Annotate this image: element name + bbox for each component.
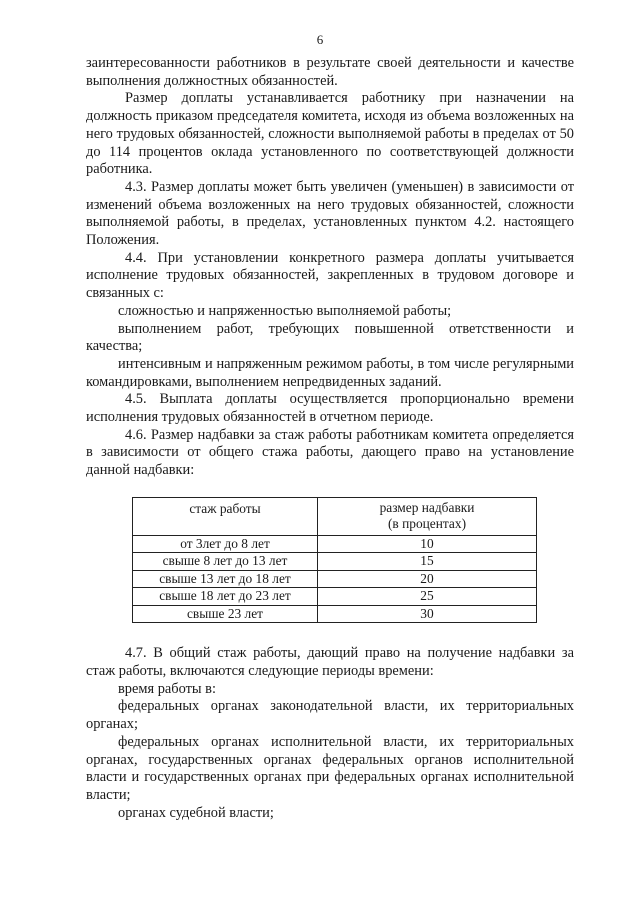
paragraph: выполнением работ, требующих повышенной ответственности и качества; [86,320,574,355]
paragraph: заинтересованности работников в результате своей деятельности и качестве выполнения должностных обязанностей. [86,55,574,89]
cell-stazh: свыше 8 лет до 13 лет [133,553,318,571]
paragraph: 4.6. Размер надбавки за стаж работы работникам комитета определяется в зависимости от общего стажа работы, дающего право на установление данной надбавки: [86,426,574,479]
paragraph: 4.5. Выплата доплаты осуществляется пропорционально времени исполнения трудовых обязанностей в отчетном периоде. [86,391,574,426]
table-row [133,535,537,553]
paragraph: федеральных органах исполнительной власти, их территориальных органах, государственных органах федеральных органов исполнительной власти и государственных органах при федеральных органах исполнительной власти; [86,733,574,803]
paragraph: Размер доплаты устанавливается работнику при назначении на должность приказом председателя комитета, исходя из объема возложенных на него трудовых обязанностей, сложности выполняемой работы в пределах от 50 до 114 процентов оклада установленного по соответствующей должности работника. [86,90,574,178]
cell-percent: 15 [318,553,537,571]
table-row [133,553,537,571]
cell-percent: 20 [318,570,537,588]
header-bonus-size-line1: размер надбавки [379,499,475,515]
header-bonus-size-line2: (в процентах) [387,516,467,532]
table-row [133,605,537,623]
paragraph: федеральных органах законодательной власти, их территориальных органах; [86,698,574,733]
cell-stazh: свыше 13 лет до 18 лет [133,570,318,588]
seniority-table-wrapper [132,497,574,624]
table-row [133,588,537,606]
paragraph: органах судебной власти; [118,804,274,821]
paragraph: время работы в: [118,680,216,697]
page-number: 6 [316,32,324,47]
header-stazh: стаж работы [133,497,318,535]
cell-stazh: свыше 18 лет до 23 лет [133,588,318,606]
cell-stazh: от 3лет до 8 лет [133,535,318,553]
paragraph: 4.4. При установлении конкретного размера доплаты учитывается исполнение трудовых обязанностей, закрепленных в трудовом договоре и связанных с: [86,249,574,302]
paragraph: сложностью и напряженностью выполняемой работы; [118,302,452,319]
paragraph: 4.3. Размер доплаты может быть увеличен (уменьшен) в зависимости от изменений объема возложенных на него трудовых обязанностей, сложности выполняемой работы, в пределах, установленных пунктом 4.2. настоящего Положения. [86,178,574,249]
paragraphs-bottom [86,645,574,822]
document-body [86,55,574,822]
header-bonus-size [318,497,537,535]
cell-percent: 10 [318,535,537,553]
cell-percent: 30 [318,605,537,623]
table-header-row [133,497,537,535]
paragraph: интенсивным и напряженным режимом работы, в том числе регулярными командировками, выполнением непредвиденных заданий. [86,355,574,390]
cell-percent: 25 [318,588,537,606]
cell-stazh: свыше 23 лет [133,605,318,623]
table-body [133,535,537,623]
seniority-bonus-table [132,497,537,624]
paragraphs-top [86,55,574,480]
paragraph: 4.7. В общий стаж работы, дающий право на получение надбавки за стаж работы, включаются следующие периоды времени: [86,645,574,680]
table-row [133,570,537,588]
